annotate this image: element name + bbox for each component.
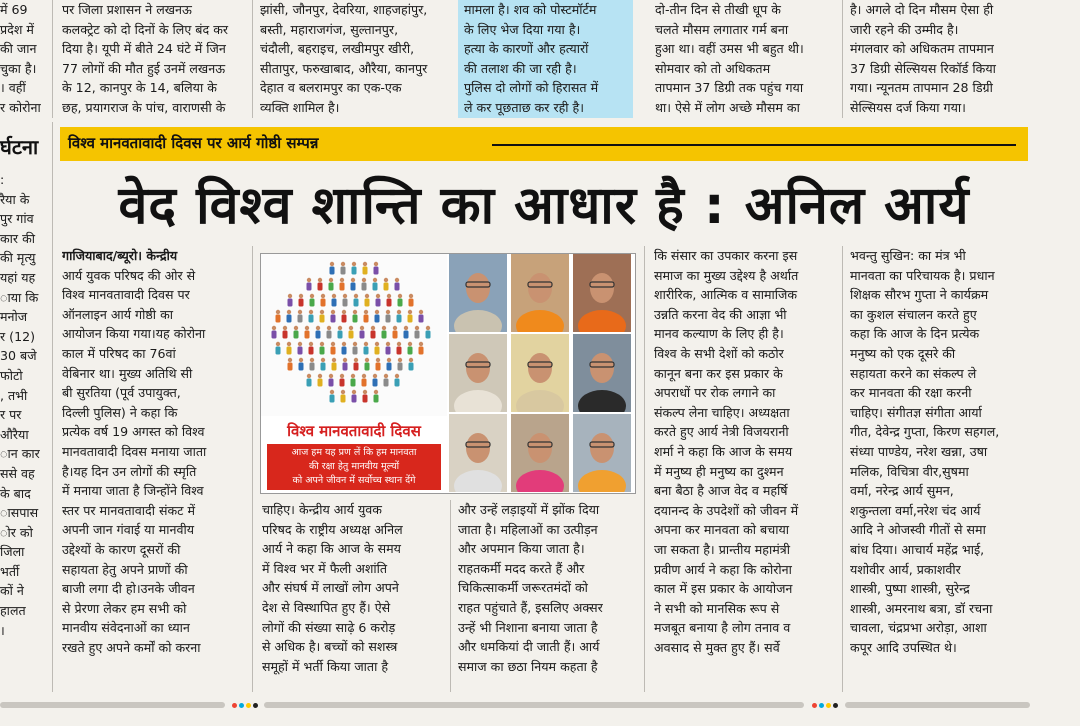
text-line: बांध दिया। आचार्य महेंद्र भाई, [850,541,985,557]
color-dot [812,703,817,708]
color-dot [239,703,244,708]
text-line: गाजियाबाद/ब्यूरो। केन्द्रीय [62,248,178,263]
text-line: ने सभी को मानसिक रूप से [654,600,780,616]
text-line: चुका है। [0,60,37,76]
person-figure-icon [299,358,304,371]
person-portrait-icon [573,254,631,332]
text-line: मजबूत बनाया है लोग तनाव व [654,620,791,636]
top-column-2 [62,0,248,118]
text-line: भवन्तु सुखिन: का मंत्र भी [850,248,966,263]
text-line: कों ने [0,583,24,599]
person-figure-icon [362,374,367,387]
color-dot [833,703,838,708]
text-line: काल में इस प्रकार के आयोजन [654,581,793,597]
text-line: पुर गांव [0,211,34,227]
text-line: 37 डिग्री सेल्सियस रिकॉर्ड किया [850,60,996,76]
text-line: गीत, देवेन्द्र गुप्ता, किरण सहगल, [850,424,1000,440]
text-line: चिकित्साकर्मी जरूरतमंदों को [458,580,588,596]
color-dot [232,703,237,708]
text-line: । वहीं [0,80,26,96]
person-figure-icon [343,294,348,307]
text-line: सेल्सियस दर्ज किया गया। [850,99,966,115]
person-figure-icon [360,326,365,339]
text-line: आर्य ने कहा कि आज के समय [262,541,401,557]
article-column-4 [654,246,834,657]
person-figure-icon [338,326,343,339]
text-line: वेबिनार था। मुख्य अतिथि सी [62,365,193,381]
crowd-people-graphic-icon [261,254,447,416]
text-line: समाज का छठा नियम कहता है [458,658,598,674]
person-figure-icon [342,310,347,323]
text-line: में मनाया जाता है जिन्होंने विश्व [62,483,204,499]
text-line: ान कार [0,446,40,462]
person-figure-icon [365,294,370,307]
text-line: आदि ने ओजस्वी गीतों से समा [850,522,986,538]
person-figure-icon [386,342,391,355]
top-column-5 [655,0,835,118]
person-figure-icon [409,294,414,307]
article-column-3 [458,500,636,676]
person-figure-icon [320,310,325,323]
text-line: पर जिला प्रशासन ने लखनऊ [62,2,192,17]
person-figure-icon [364,310,369,323]
person-figure-icon [395,278,400,291]
participant-video-tile [573,254,631,332]
person-figure-icon [318,278,323,291]
person-figure-icon [362,278,367,291]
photo-caption-title: विश्व मानवतावादी दिवस [287,422,421,440]
article-column-2 [262,500,442,676]
text-line: जा सकता है। प्रान्तीय महामंत्री [654,541,790,557]
person-figure-icon [320,342,325,355]
text-line: ससे वह [0,465,35,481]
text-line: संध्या पाण्डेय, नरेश खन्ना, उषा [850,443,988,459]
person-figure-icon [340,278,345,291]
person-figure-icon [373,278,378,291]
text-line: राहतकर्मी मदद करते हैं और [458,560,585,576]
text-line: झांसी, जौनपुर, देवरिया, शाहजहांपुर, [260,2,428,17]
person-figure-icon [341,262,346,275]
person-figure-icon [327,326,332,339]
person-figure-icon [332,294,337,307]
text-line: चावला, चंद्रप्रभा अरोड़ा, आशा [850,620,987,636]
person-figure-icon [371,326,376,339]
top-column-6 [850,0,1030,118]
caption-line: की रक्षा हेतु मानवीय मूल्यों [308,461,400,472]
text-line: वर्मा, नरेन्द्र आर्य सुमन, [850,483,954,499]
text-line: और उन्हें लड़ाइयों में झोंक दिया [458,502,600,517]
text-line: प्रत्येक वर्ष 19 अगस्त को विश्व [62,424,205,440]
text-line: दो-तीन दिन से तीखी धूप के [655,2,781,17]
text-line: शास्त्री, पुष्पा शास्त्री, सुरेन्द्र [850,581,970,597]
text-line: कपूर आदि उपस्थित थे। [850,639,957,655]
person-figure-icon [307,374,312,387]
text-line: समाज का मुख्य उद्देश्य है अर्थात [654,267,799,283]
text-line: रैया के [0,191,30,207]
text-line: कानून बना कर इस प्रकार के [654,365,783,381]
text-line: समूहों में भर्ती किया जाता है [262,658,389,674]
text-line: दिल्ली पुलिस) ने कहा कि [62,404,178,420]
person-figure-icon [408,310,413,323]
person-figure-icon [294,326,299,339]
person-figure-icon [382,326,387,339]
text-line: तापमान 37 डिग्री तक पहुंच गया [655,80,804,96]
text-line: मानवीय संवेदनाओं का ध्यान [62,620,190,636]
person-figure-icon [309,310,314,323]
text-line: की जान [0,41,37,57]
text-line: था। ऐसे में लोग अच्छे मौसम का [655,99,800,115]
text-line: अवसाद से मुक्त हुए हैं। सर्वे [654,639,780,655]
text-line: की मृत्यु [0,250,36,266]
text-line: बाजी लगा दी हो।उनके जीवन [62,581,195,597]
person-portrait-icon [511,254,569,332]
person-figure-icon [364,342,369,355]
person-portrait-icon [573,414,631,492]
text-line: सहायता करने का संकल्प ले [850,365,977,381]
text-line: बना बैठा है आज वेद व महर्षि [654,483,788,499]
color-dot [246,703,251,708]
text-line: मानव कल्याण के लिए ही है। [654,326,784,342]
person-figure-icon [408,342,413,355]
person-portrait-icon [449,334,507,412]
footer-bar [845,702,1030,708]
person-figure-icon [299,294,304,307]
text-line: हुआ था। वहीं उमस भी बहुत थी। [655,41,804,57]
text-line: कर मानवता की रक्षा करनी [850,385,972,401]
text-line: अपनी जान गंवाई या मानवीय [62,522,195,538]
text-line: जिला [0,544,25,560]
person-figure-icon [374,262,379,275]
text-line: प्रदेश में [0,21,34,37]
text-line: आयोजन किया गया।यह कोरोना [62,326,206,342]
text-line: कहा कि आज के दिन प्रत्येक [850,326,980,342]
text-line: शिक्षक सौरभ गुप्ता ने कार्यक्रम [850,287,989,303]
column-divider [252,246,253,692]
text-line: विश्व मानवतावादी दिवस पर [62,287,190,303]
person-figure-icon [419,342,424,355]
person-figure-icon [374,390,379,403]
color-dot [819,703,824,708]
text-line: मानवता का परिचायक है। प्रधान [850,267,995,283]
person-figure-icon [321,294,326,307]
text-line: में 69 [0,2,28,17]
text-line: शारीरिक, आत्मिक व सामाजिक [654,287,798,303]
person-figure-icon [386,310,391,323]
person-figure-icon [298,310,303,323]
caption-line: आज हम यह प्रण लें कि हम मानवता [291,447,417,458]
text-line: स्तर पर मानवतावादी संकट में [62,502,196,518]
article-column-1 [62,246,244,657]
text-line: : [0,172,5,187]
color-dot [253,703,258,708]
kicker-text: विश्व मानवतावादी दिवस पर आर्य गोष्ठी सम्पन्न [68,134,319,152]
crowd-svg [261,254,447,416]
side-left-fragment [0,170,46,640]
person-portrait-icon [449,414,507,492]
person-figure-icon [340,374,345,387]
text-line: व्यक्ति शामिल है। [260,99,340,115]
person-figure-icon [329,374,334,387]
text-line: रखते हुए अपने कर्मों को करना [62,639,201,655]
text-line: देहात व बलरामपुर का एक-एक [260,80,402,96]
participant-video-tile [573,334,631,412]
text-line: विश्व के सभी देशों को कठोर [654,345,784,361]
text-line: सोमवार को तो अधिकतम [655,60,771,76]
person-figure-icon [309,342,314,355]
event-photo-collage [260,253,636,494]
text-line: से प्रेरणा लेकर हम सभी को [62,600,187,616]
person-figure-icon [354,294,359,307]
text-line: यशोवीर आर्य, प्रकाशवीर [850,561,961,577]
person-figure-icon [305,326,310,339]
photo-caption-box [267,444,441,490]
footer-bar [264,702,804,708]
text-line: के लिए भेज दिया गया है। [464,21,581,37]
text-line: उन्नति करना वेद की आज्ञा भी [654,306,787,322]
participant-video-tile [573,414,631,492]
text-line: 77 लोगों की मौत हुई उनमें लखनऊ [62,60,226,76]
person-figure-icon [321,358,326,371]
text-line: और अपमान किया जाता है। [458,541,585,557]
text-line: मनुष्य को एक दूसरे की [850,345,956,361]
person-figure-icon [287,310,292,323]
column-divider [450,500,451,692]
side-headline-fragment: र्घटना [0,135,39,159]
text-line: मनोज [0,309,28,325]
text-line: आर्य युवक परिषद की ओर से [62,267,196,283]
text-line: मलिक, विचित्रा वीर,सुषमा [850,463,969,479]
text-line: र (12) [0,328,36,344]
text-line: र कोरोना [0,99,41,115]
text-line: उद्देश्यों के कारण दूसरों की [62,541,181,557]
person-portrait-icon [573,334,631,412]
text-line: और संघर्ष में लाखों लोग अपने [262,580,399,596]
text-line: काल में परिषद का 76वां [62,345,176,361]
person-figure-icon [397,310,402,323]
text-line: के 12, कानपुर के 14, बलिया के [62,80,217,96]
text-line: फोटो [0,367,23,383]
text-line: के बाद [0,485,31,501]
person-figure-icon [384,278,389,291]
text-line: मामला है। शव को पोस्टमॉर्टम [464,2,597,17]
text-line: यहां यह [0,269,36,285]
person-figure-icon [343,358,348,371]
person-figure-icon [404,326,409,339]
person-figure-icon [363,262,368,275]
person-figure-icon [330,390,335,403]
text-line: भर्ती [0,563,20,579]
person-figure-icon [415,326,420,339]
person-figure-icon [398,358,403,371]
person-figure-icon [276,310,281,323]
page-headline: वेद विश्व शान्ति का आधार है : अनिल आर्य [118,176,970,236]
person-figure-icon [393,326,398,339]
participant-video-tile [449,414,507,492]
person-figure-icon [375,310,380,323]
person-figure-icon [409,358,414,371]
person-figure-icon [332,358,337,371]
article-column-5 [850,246,1030,657]
text-line: ोर को [0,524,33,540]
person-figure-icon [387,358,392,371]
caption-line: को अपने जीवन में सर्वोच्च स्थान देंगे [292,475,416,486]
person-figure-icon [318,374,323,387]
text-line: जारी रहने की उम्मीद है। [850,21,959,37]
text-line: का कुशल संचालन करते हुए [850,306,977,322]
top-left-fragment [0,0,46,118]
person-figure-icon [395,374,400,387]
participant-video-tile [511,414,569,492]
text-line: शास्त्री, अमरनाथ बत्रा, डॉ रचना [850,600,993,616]
person-figure-icon [353,310,358,323]
text-line: है।यह दिन उन लोगों की स्मृति [62,463,197,479]
person-figure-icon [354,358,359,371]
text-line: अपना कर मानवता को बचाया [654,522,790,538]
person-portrait-icon [449,254,507,332]
person-figure-icon [351,278,356,291]
text-line: चंदौली, बहराइच, लखीमपुर खीरी, [260,41,415,57]
person-figure-icon [310,358,315,371]
person-figure-icon [352,262,357,275]
person-portrait-icon [511,414,569,492]
participant-video-tile [449,254,507,332]
person-figure-icon [353,342,358,355]
person-figure-icon [331,342,336,355]
text-line: । [0,622,5,638]
text-line: चाहिए। संगीतज्ञ संगीता आर्या [850,404,982,420]
text-line: अपराधों पर रोक लगाने का [654,385,776,401]
text-line: में विश्व भर में फैली अशांति [262,560,388,576]
person-figure-icon [341,390,346,403]
person-figure-icon [352,390,357,403]
person-figure-icon [349,326,354,339]
person-figure-icon [342,342,347,355]
person-figure-icon [307,278,312,291]
column-divider [52,122,53,692]
footer-bar [0,702,225,708]
text-line: लोगों की संख्या साढ़े 6 करोड़ [262,619,396,635]
person-figure-icon [351,374,356,387]
person-figure-icon [387,294,392,307]
text-line: मानवतावादी दिवस मनाया जाता [62,443,207,459]
text-line: राहत पहुंचाते हैं, इसलिए अक्सर [458,599,603,615]
person-figure-icon [331,310,336,323]
text-line: ाया कि [0,289,39,305]
text-line: पुलिस दो लोगों को हिरासत में [464,80,599,96]
column-divider [644,246,645,692]
text-line: 30 बजे [0,348,37,364]
text-line: चलते मौसम लगातार गर्म बना [655,21,789,37]
person-figure-icon [288,358,293,371]
column-divider [842,246,843,692]
person-figure-icon [276,342,281,355]
text-line: देश से विस्थापित हुए हैं। ऐसे [262,599,391,615]
text-line: कार की [0,230,36,246]
text-line: है। अगले दो दिन मौसम ऐसा ही [850,2,994,17]
kicker-bar [60,127,1028,161]
person-figure-icon [365,358,370,371]
participant-video-tile [511,334,569,412]
text-line: कलक्ट्रेट को दो दिनों के लिए बंद कर [62,21,229,37]
top-column-3 [260,0,446,118]
person-figure-icon [376,358,381,371]
text-line: बस्ती, महाराजगंज, सुल्तानपुर, [260,21,399,37]
person-figure-icon [298,342,303,355]
person-figure-icon [329,278,334,291]
text-line: जाता है। महिलाओं का उत्पीड़न [458,521,598,537]
person-figure-icon [397,342,402,355]
person-portrait-icon [511,334,569,412]
person-figure-icon [330,262,335,275]
person-figure-icon [419,310,424,323]
text-line: बी सुरतिया (पूर्व उपायुक्त, [62,385,181,401]
blue-box-text [464,0,628,118]
participant-video-tile [449,334,507,412]
text-line: हत्या के कारणों और हत्यारों [464,41,589,57]
person-figure-icon [287,342,292,355]
participant-video-tile [511,254,569,332]
column-divider [842,0,843,118]
text-line: और धमकियां दी जाती हैं। आर्य [458,639,600,655]
person-figure-icon [376,294,381,307]
person-figure-icon [398,294,403,307]
text-line: मंगलवार को अधिकतम तापमान [850,41,994,57]
text-line: दिया है। यूपी में बीते 24 घंटे में जिन [62,41,226,57]
person-figure-icon [288,294,293,307]
text-line: गया। न्यूनतम तापमान 28 डिग्री [850,80,993,96]
text-line: छह, प्रयागराज के पांच, वाराणसी के [62,99,226,115]
column-divider [252,0,253,118]
text-line: उन्हें भी निशाना बनाया जाता है [458,619,598,635]
text-line: की तलाश की जा रही है। [464,60,577,76]
text-line: सीतापुर, फरुखाबाद, औरैया, कानपुर [260,60,428,76]
person-figure-icon [272,326,277,339]
text-line: र पर [0,407,22,423]
text-line: शकुन्तला वर्मा,नरेश चंद आर्य [850,502,981,518]
text-line: परिषद के राष्ट्रीय अध्यक्ष अनिल [262,521,403,537]
text-line: करते हुए आर्य नेत्री विजयरानी [654,424,789,440]
person-figure-icon [426,326,431,339]
color-dot [826,703,831,708]
text-line: ासपास [0,505,39,521]
text-line: संकल्प लेना चाहिए। अध्यक्षता [654,404,790,420]
text-line: सहायता हेतु अपने प्राणों की [62,561,188,577]
text-line: प्रवीण आर्य ने कहा कि कोरोना [654,561,792,577]
person-figure-icon [316,326,321,339]
text-line: , तभी [0,387,28,403]
kicker-rule [492,144,1016,146]
text-line: ले कर पूछताछ कर रही है। [464,99,585,115]
person-figure-icon [363,390,368,403]
person-figure-icon [310,294,315,307]
text-line: हालत [0,603,26,619]
text-line: कि संसार का उपकार करना इस [654,248,798,263]
text-line: दयानन्द के उपदेशों को जीवन में [654,502,799,518]
blue-news-box [458,0,633,118]
column-divider [52,0,53,118]
text-line: चाहिए। केन्द्रीय आर्य युवक [262,502,382,517]
text-line: से अधिक है। बच्चों को सशस्त्र [262,639,398,655]
text-line: में मनुष्य ही मनुष्य का दुश्मन [654,463,784,479]
person-figure-icon [283,326,288,339]
text-line: ऑनलाइन आर्य गोष्ठी का [62,306,173,322]
person-figure-icon [373,374,378,387]
text-line: औरैया [0,426,29,442]
person-figure-icon [375,342,380,355]
text-line: शर्मा ने कहा कि आज के समय [654,443,793,459]
person-figure-icon [384,374,389,387]
